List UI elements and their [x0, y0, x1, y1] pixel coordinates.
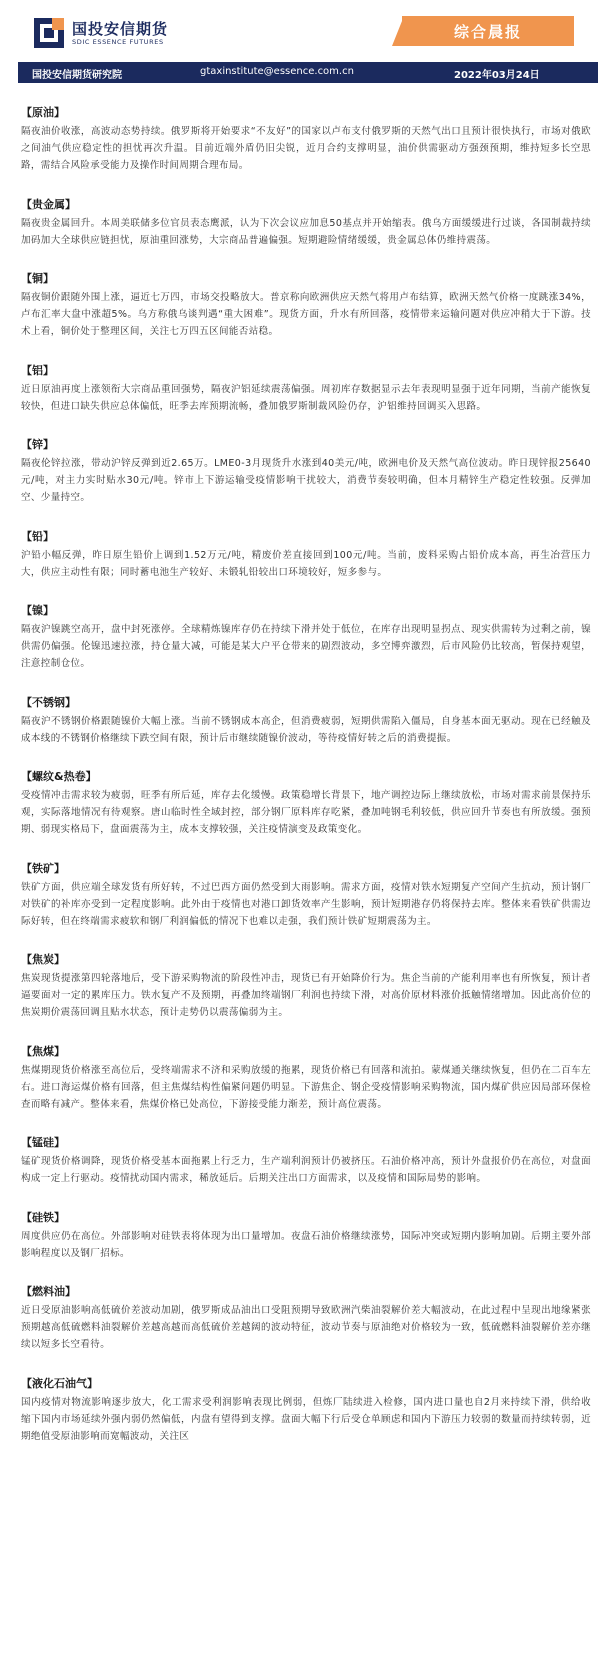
section-lead	[21, 528, 591, 581]
section-title: 【焦煤】	[21, 1044, 65, 1058]
company-name-cn: 国投安信期货	[72, 20, 169, 38]
section-title: 【液化石油气】	[21, 1376, 98, 1390]
contact-email: gtaxinstitute@essence.com.cn	[200, 66, 354, 77]
section-body: 铁矿方面，供应端全球发货有所好转，不过巴西方面仍然受到大雨影响。需求方面，疫情对铁水短期复产空间产生抗动，预计钢厂对铁矿的补库亦受到一定程度影响。此外由于疫情也对港口卸货效率产生影响，预计短期港存仍将保持去库。整体来看铁矿供需边际好转，但在终端需求疲软和钢厂利润偏低的情况下也难以走强，我们预计铁矿短期震荡为主。	[21, 881, 591, 927]
section-iron-ore	[21, 860, 591, 930]
section-coking-coal	[21, 1043, 591, 1113]
section-body: 隔夜贵金属回升。本周美联储多位官员表态鹰派，认为下次会议应加息50基点并开始缩表。俄乌方面缓缓进行过谈，各国制裁持续加码加大全球供应链担忧，原油重回涨势，大宗商品普遍偏强。短期避险情绪缓缓，贵金属总体仍维持震荡。	[21, 217, 591, 246]
section-title: 【铁矿】	[21, 861, 65, 875]
section-title: 【硅铁】	[21, 1210, 65, 1224]
section-body: 近日原油再度上涨领衔大宗商品重回强势，隔夜沪铝延续震荡偏强。周初库存数据显示去年表现明显强于近年同期，当前产能恢复较快，但进口缺失供应总体偏低，旺季去库预期流畅，叠加俄罗斯制裁风险仍存，沪铝维持回调买入思路。	[21, 383, 591, 412]
institute-name: 国投安信期货研究院	[32, 70, 122, 81]
section-stainless-steel	[21, 694, 591, 747]
section-body: 锰矿现货价格调降，现货价格受基本面拖累上行乏力，生产端利润预计仍被挤压。石油价格冲高，预计外盘报价仍在高位，对盘面构成一定上行驱动。疫情扰动国内需求，稀放延后。后期关注出口方面需求，以及疫情和国际局势的影响。	[21, 1156, 591, 1184]
section-title: 【铅】	[21, 529, 54, 543]
section-title: 【锌】	[21, 438, 54, 451]
section-title: 【螺纹&热卷】	[21, 770, 97, 783]
section-crude-oil	[21, 104, 591, 174]
section-rebar-hot-coil	[21, 768, 591, 838]
section-body: 国内疫情对物流影响逐步放大，化工需求受利润影响表现比例弱，但炼厂陆续进入检修，国内进口量也自2月来持续下滑，供给收缩下国内市场延续外强内弱仍然偏低，内盘有望得到支撑。盘面大幅下行后受仓单顾虑和国内下游压力较弱的数量而持续转弱，近期绝值受原油影响而宽幅波动，关注区	[21, 1396, 591, 1442]
section-title: 【原油】	[21, 106, 65, 119]
company-logo-icon	[34, 18, 64, 48]
section-copper	[21, 270, 591, 340]
report-type-tag: 综合晨报	[402, 16, 574, 46]
section-title: 【贵金属】	[21, 197, 76, 211]
section-precious-metals	[21, 196, 591, 249]
section-body: 沪铅小幅反弹，昨日原生铅价上调到1.52万元/吨，精废价差直接回到100元/吨。当前，废料采购占铅价成本高，再生冶营压力大，供应主动性有限；同时蓄电池生产较好、未锻轧铅较出口环境较好，短多参与。	[21, 549, 591, 578]
section-title: 【燃料油】	[21, 1285, 76, 1298]
report-header	[0, 0, 615, 58]
section-coke	[21, 951, 591, 1021]
info-bar	[18, 62, 598, 83]
section-title: 【铜】	[21, 272, 54, 285]
section-nickel	[21, 602, 591, 672]
section-body: 隔夜伦锌拉涨，带动沪锌反弹到近2.65万。LME0-3月现货升水涨到40美元/吨，欧洲电价及天然气高位波动。昨日现锌报25640元/吨，对主力实时贴水30元/吨。锌市上下游运输受疫情影响干扰较大，消费节奏较明确，但本月精锌生产稳定性较强。反弹加空、少量持空。	[21, 458, 591, 503]
section-body: 焦煤期现货价格涨至高位后，受终端需求不济和采购放缓的拖累，现货价格已有回落和流拍。蒙煤通关继续恢复，但仍在二百车左右。进口海运煤价格有回落，但主焦煤结构性偏紧问题仍明显。下游焦企、钢企受疫情影响采购物流，国内煤矿供应因局部环保检查而略有减产。整体来看，焦煤价格已处高位，下游接受能力渐差，预计高位震荡。	[21, 1064, 591, 1110]
report-date: 2022年03月24日	[454, 70, 540, 81]
section-title: 【锰硅】	[21, 1136, 65, 1149]
section-body: 隔夜沪镍跳空高开，盘中封死涨停。全球精炼镍库存仍在持续下滑并处于低位，在库存出现明显拐点、现实供需转为过剩之前，镍供需仍偏强。伦镍迅速拉涨，持仓量大减，可能是某大户平仓带来的剧烈波动，多空博弈激烈，后市风险仍比较高，暂保持观望，注意控制仓位。	[21, 624, 591, 669]
section-title: 【焦炭】	[21, 953, 65, 966]
section-body: 隔夜沪不锈钢价格跟随镍价大幅上涨。当前不锈钢成本高企，但消费疲弱，短期供需陷入僵局，自身基本面无驱动。现在已经触及成本线的不锈钢价格继续下跌空间有限，预计后市继续随镍价波动，等待疫情好转之后的消费提振。	[21, 715, 591, 744]
section-body: 焦炭现货提涨第四轮落地后，受下游采购物流的阶段性冲击，现货已有开始降价行为。焦企当前的产能利用率也有所恢复，预计者逼要面对一定的累库压力。铁水复产不及预期，再叠加终端钢厂利润也持续下滑，对高价原材料涨价抵触情绪增加。因此高价位的焦炭期价震荡回调且贴水状态，预计走势仍以震荡偏弱为主。	[21, 973, 591, 1018]
section-body: 受疫情冲击需求较为疲弱，旺季有所后延，库存去化缓慢。政策稳增长背景下，地产调控边际上继续放松，市场对需求前景保持乐观，实际落地情况有待观察。唐山临时性全域封控，部分钢厂原料库存吃紧，叠加吨钢毛利较低，供应回升节奏也有所放缓。强预期、弱现实格局下，盘面震荡为主，成本支撑较强，关注疫情演变及政策变化。	[21, 790, 591, 835]
section-title: 【铝】	[21, 363, 54, 377]
section-body: 隔夜油价收涨，高波动态势持续。俄罗斯将开始要求“不友好”的国家以卢布支付俄罗斯的天然气出口且预计很快执行，市场对俄欧之间油气供应稳定性的担忧再次升温。目前近端外盾仍旧尖锐，近月合约支撑明显，油价供需驱动方强颈预期，维持短多长空思路，需结合风险承受能力及操作时间周期合理布局。	[21, 126, 591, 171]
section-aluminum	[21, 362, 591, 415]
report-content	[21, 104, 591, 1466]
company-name-en: SDIC ESSENCE FUTURES	[72, 38, 164, 46]
section-body: 近日受原油影响高低硫价差波动加剧，俄罗斯成品油出口受阻预期导致欧洲汽柴油裂解价差大幅波动，在此过程中呈现出地缘紧张预期越高低硫燃料油裂解价差越高越而高低硫价差越阔的波动特征，波动节奏与原油绝对价格较为一致，低硫燃料油裂解价差亦继续以短多长空看待。	[21, 1305, 591, 1350]
section-title: 【镍】	[21, 604, 54, 617]
section-ferrosilicon	[21, 1209, 591, 1262]
section-body: 周度供应仍在高位。外部影响对硅铁表将体现为出口量增加。夜盘石油价格继续涨势，国际冲突或短期内影响加剧。后期主要外部影响程度以及钢厂招标。	[21, 1230, 591, 1259]
section-fuel-oil	[21, 1283, 591, 1353]
section-title: 【不锈钢】	[21, 695, 76, 709]
section-zinc	[21, 436, 591, 506]
section-silicomanganese	[21, 1134, 591, 1187]
section-body: 隔夜铜价跟随外围上涨，逼近七万四，市场交投略放大。普京称向欧洲供应天然气将用卢布结算，欧洲天然气价格一度跳涨34%，卢布汇率大盘中涨超5%。乌方称俄乌谈判遇“重大困难”。现货方面，升水有所回落，疫情带来运输问题对供应冲稍大于下游。技术上看，铜价处于整理区间，关注七万四五区间能否站稳。	[21, 292, 591, 337]
section-lpg	[21, 1375, 591, 1445]
